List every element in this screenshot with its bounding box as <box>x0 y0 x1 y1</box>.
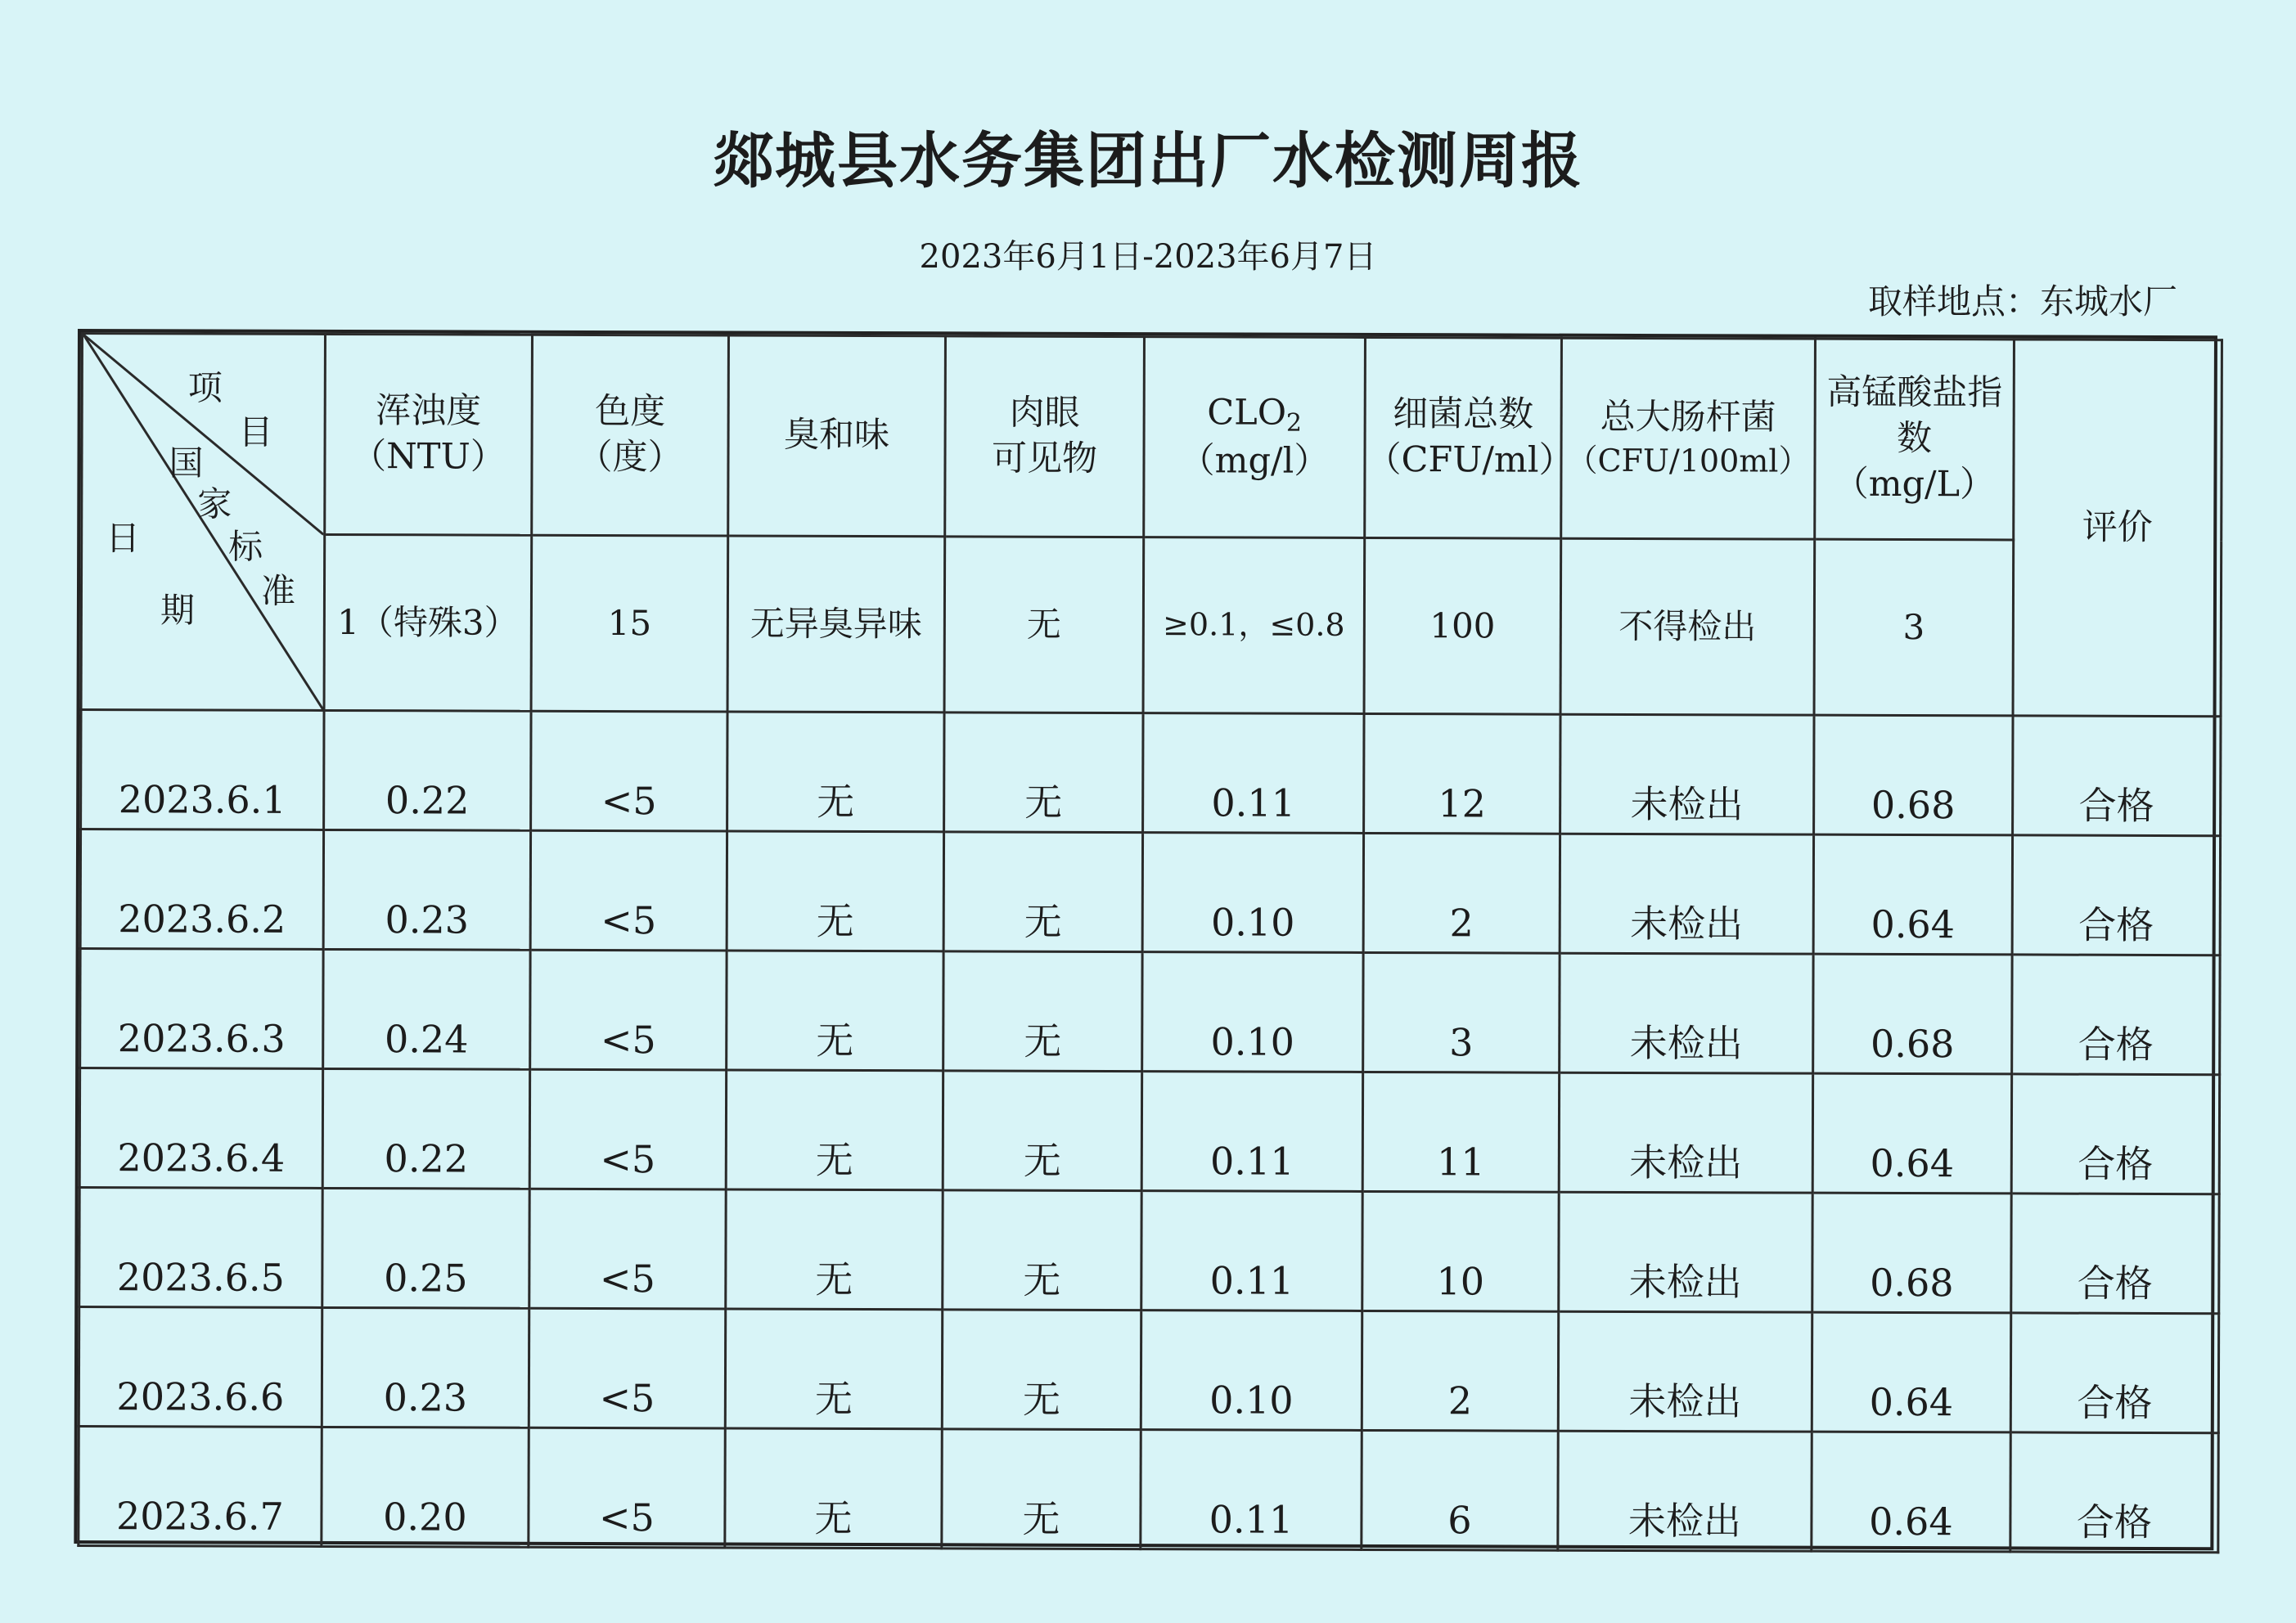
cell-permanganate: 0.68 <box>1813 954 2012 1074</box>
cell-permanganate: 0.68 <box>1814 715 2013 835</box>
cell-bacteria: 2 <box>1362 1311 1558 1431</box>
standard-odor: 无异臭异味 <box>727 536 945 713</box>
cell-evaluation: 合格 <box>2012 835 2220 955</box>
cell-clo2: 0.11 <box>1141 1430 1362 1550</box>
table-row <box>79 1188 2219 1314</box>
table-row <box>80 949 2220 1075</box>
standard-clo2: ≥0.1，≤0.8 <box>1143 537 1365 714</box>
column-header-clo2 <box>1144 337 1366 538</box>
corner-standard-char: 国 <box>169 443 204 483</box>
column-unit: 可见物 <box>991 438 1098 479</box>
cell-permanganate: 0.64 <box>1812 1312 2010 1432</box>
column-name: CLO2 <box>1207 391 1303 438</box>
cell-coliform: 未检出 <box>1559 1072 1812 1193</box>
cell-evaluation: 合格 <box>2010 1313 2218 1433</box>
cell-coliform: 未检出 <box>1560 834 1813 954</box>
cell-coliform: 未检出 <box>1560 714 1814 834</box>
cell-odor: 无 <box>727 831 943 951</box>
cell-bacteria: 6 <box>1362 1430 1558 1550</box>
cell-coliform: 未检出 <box>1560 953 1813 1073</box>
cell-permanganate: 0.64 <box>1812 1073 2011 1194</box>
cell-date: 2023.6.1 <box>81 710 324 830</box>
standard-row <box>81 534 2222 717</box>
cell-coliform: 未检出 <box>1559 1192 1812 1312</box>
diagonal-header-cell <box>81 334 325 711</box>
cell-clo2: 0.10 <box>1141 1311 1362 1431</box>
subscript: 2 <box>1285 408 1303 438</box>
cell-evaluation: 合格 <box>2011 1194 2219 1314</box>
column-header-evaluation: 评价 <box>2013 339 2222 717</box>
column-name: 细菌总数 <box>1393 393 1534 435</box>
table-row <box>80 829 2220 955</box>
column-header-visible <box>945 336 1145 537</box>
sampling-location: 取样地点：东城水厂 <box>1867 281 2177 321</box>
table-row <box>79 1068 2219 1194</box>
column-name: 色度 <box>595 391 666 433</box>
cell-odor: 无 <box>727 712 944 832</box>
cell-bacteria: 2 <box>1363 833 1560 953</box>
cell-permanganate: 0.64 <box>1813 834 2012 955</box>
cell-bacteria: 10 <box>1362 1191 1559 1311</box>
table-row <box>79 1427 2218 1553</box>
cell-visible: 无 <box>942 1310 1141 1430</box>
cell-date: 2023.6.5 <box>79 1188 322 1308</box>
cell-turbidity: 0.22 <box>324 710 531 830</box>
cell-date: 2023.6.2 <box>80 829 323 950</box>
column-header-odor <box>728 335 946 537</box>
report-title: 郯城县水务集团出厂水检测周报 <box>713 126 1583 196</box>
standard-bacteria: 100 <box>1364 537 1561 714</box>
column-name: 总大肠杆菌 <box>1600 397 1776 438</box>
column-name-line2: 数 <box>1897 418 1933 460</box>
column-unit: （CFU/100ml） <box>1566 442 1810 479</box>
corner-item-char: 目 <box>238 411 273 452</box>
standard-visible: 无 <box>944 537 1144 713</box>
cell-evaluation: 合格 <box>2011 1074 2219 1194</box>
cell-color: <5 <box>530 830 727 951</box>
column-header-coliform <box>1561 338 1816 539</box>
cell-evaluation: 合格 <box>2013 716 2221 836</box>
cell-date: 2023.6.4 <box>79 1068 322 1189</box>
cell-date: 2023.6.6 <box>79 1307 322 1427</box>
cell-turbidity: 0.25 <box>322 1188 529 1308</box>
cell-bacteria: 3 <box>1363 952 1560 1072</box>
table-row <box>79 1307 2218 1433</box>
cell-color: <5 <box>531 711 727 831</box>
cell-color: <5 <box>529 1308 725 1428</box>
column-header-turbidity <box>325 334 533 535</box>
cell-turbidity: 0.24 <box>323 949 530 1069</box>
column-name: 浑浊度 <box>376 390 482 432</box>
cell-visible: 无 <box>943 951 1142 1072</box>
column-name: 肉眼 <box>1009 392 1080 434</box>
standard-color: 15 <box>531 535 728 712</box>
cell-odor: 无 <box>725 1428 942 1549</box>
cell-clo2: 0.10 <box>1142 833 1363 953</box>
corner-standard-char: 标 <box>228 526 263 567</box>
cell-coliform: 未检出 <box>1558 1431 1812 1551</box>
standard-permanganate: 3 <box>1814 539 2014 716</box>
column-unit: （mg/l） <box>1179 439 1330 482</box>
cell-permanganate: 0.64 <box>1812 1432 2010 1552</box>
cell-visible: 无 <box>944 713 1143 833</box>
cell-turbidity: 0.22 <box>322 1068 529 1189</box>
table-row <box>81 710 2221 836</box>
cell-clo2: 0.10 <box>1142 952 1363 1072</box>
cell-odor: 无 <box>725 1309 942 1429</box>
cell-clo2: 0.11 <box>1141 1072 1362 1192</box>
corner-standard-char: 准 <box>260 570 296 611</box>
cell-color: <5 <box>529 1427 725 1548</box>
column-unit: （mg/L） <box>1833 463 1996 506</box>
cell-odor: 无 <box>727 951 943 1071</box>
cell-odor: 无 <box>726 1189 943 1310</box>
cell-color: <5 <box>529 1069 726 1189</box>
cell-odor: 无 <box>726 1070 943 1190</box>
cell-evaluation: 合格 <box>2012 955 2220 1075</box>
cell-turbidity: 0.23 <box>323 829 530 950</box>
cell-turbidity: 0.23 <box>322 1307 529 1427</box>
column-unit: （CFU/ml） <box>1366 438 1574 481</box>
report-table-frame <box>74 329 2217 1550</box>
report-period: 2023年6月1日-2023年6月7日 <box>919 238 1377 276</box>
header-row <box>82 334 2222 541</box>
cell-bacteria: 12 <box>1364 713 1560 834</box>
cell-bacteria: 11 <box>1362 1072 1559 1192</box>
column-header-permanganate <box>1815 339 2015 540</box>
cell-coliform: 未检出 <box>1558 1311 1812 1432</box>
corner-item-char: 项 <box>187 367 223 408</box>
cell-visible: 无 <box>943 1190 1141 1311</box>
cell-visible: 无 <box>943 832 1142 952</box>
standard-coliform: 不得检出 <box>1560 538 1815 715</box>
column-header-color <box>532 335 729 536</box>
cell-color: <5 <box>529 1189 726 1309</box>
cell-visible: 无 <box>942 1429 1141 1549</box>
column-name: 高锰酸盐指 <box>1826 371 2003 414</box>
cell-date: 2023.6.3 <box>80 949 323 1069</box>
column-header-bacteria <box>1365 337 1574 538</box>
cell-clo2: 0.11 <box>1143 713 1364 834</box>
column-unit: （NTU） <box>351 436 506 478</box>
cell-clo2: 0.11 <box>1141 1191 1362 1311</box>
cell-turbidity: 0.20 <box>322 1427 529 1547</box>
corner-date-char: 日 <box>106 518 141 559</box>
water-quality-table <box>77 332 2223 1553</box>
corner-standard-char: 家 <box>197 483 232 524</box>
column-unit: （度） <box>577 436 683 479</box>
cell-evaluation: 合格 <box>2010 1432 2218 1553</box>
cell-permanganate: 0.68 <box>1812 1193 2011 1313</box>
standard-turbidity: 1（特殊3） <box>324 534 532 711</box>
corner-date-char: 期 <box>160 590 196 631</box>
column-name: 臭和味 <box>784 414 890 456</box>
cell-date: 2023.6.7 <box>79 1427 322 1547</box>
cell-color: <5 <box>530 950 727 1070</box>
cell-visible: 无 <box>943 1071 1141 1191</box>
